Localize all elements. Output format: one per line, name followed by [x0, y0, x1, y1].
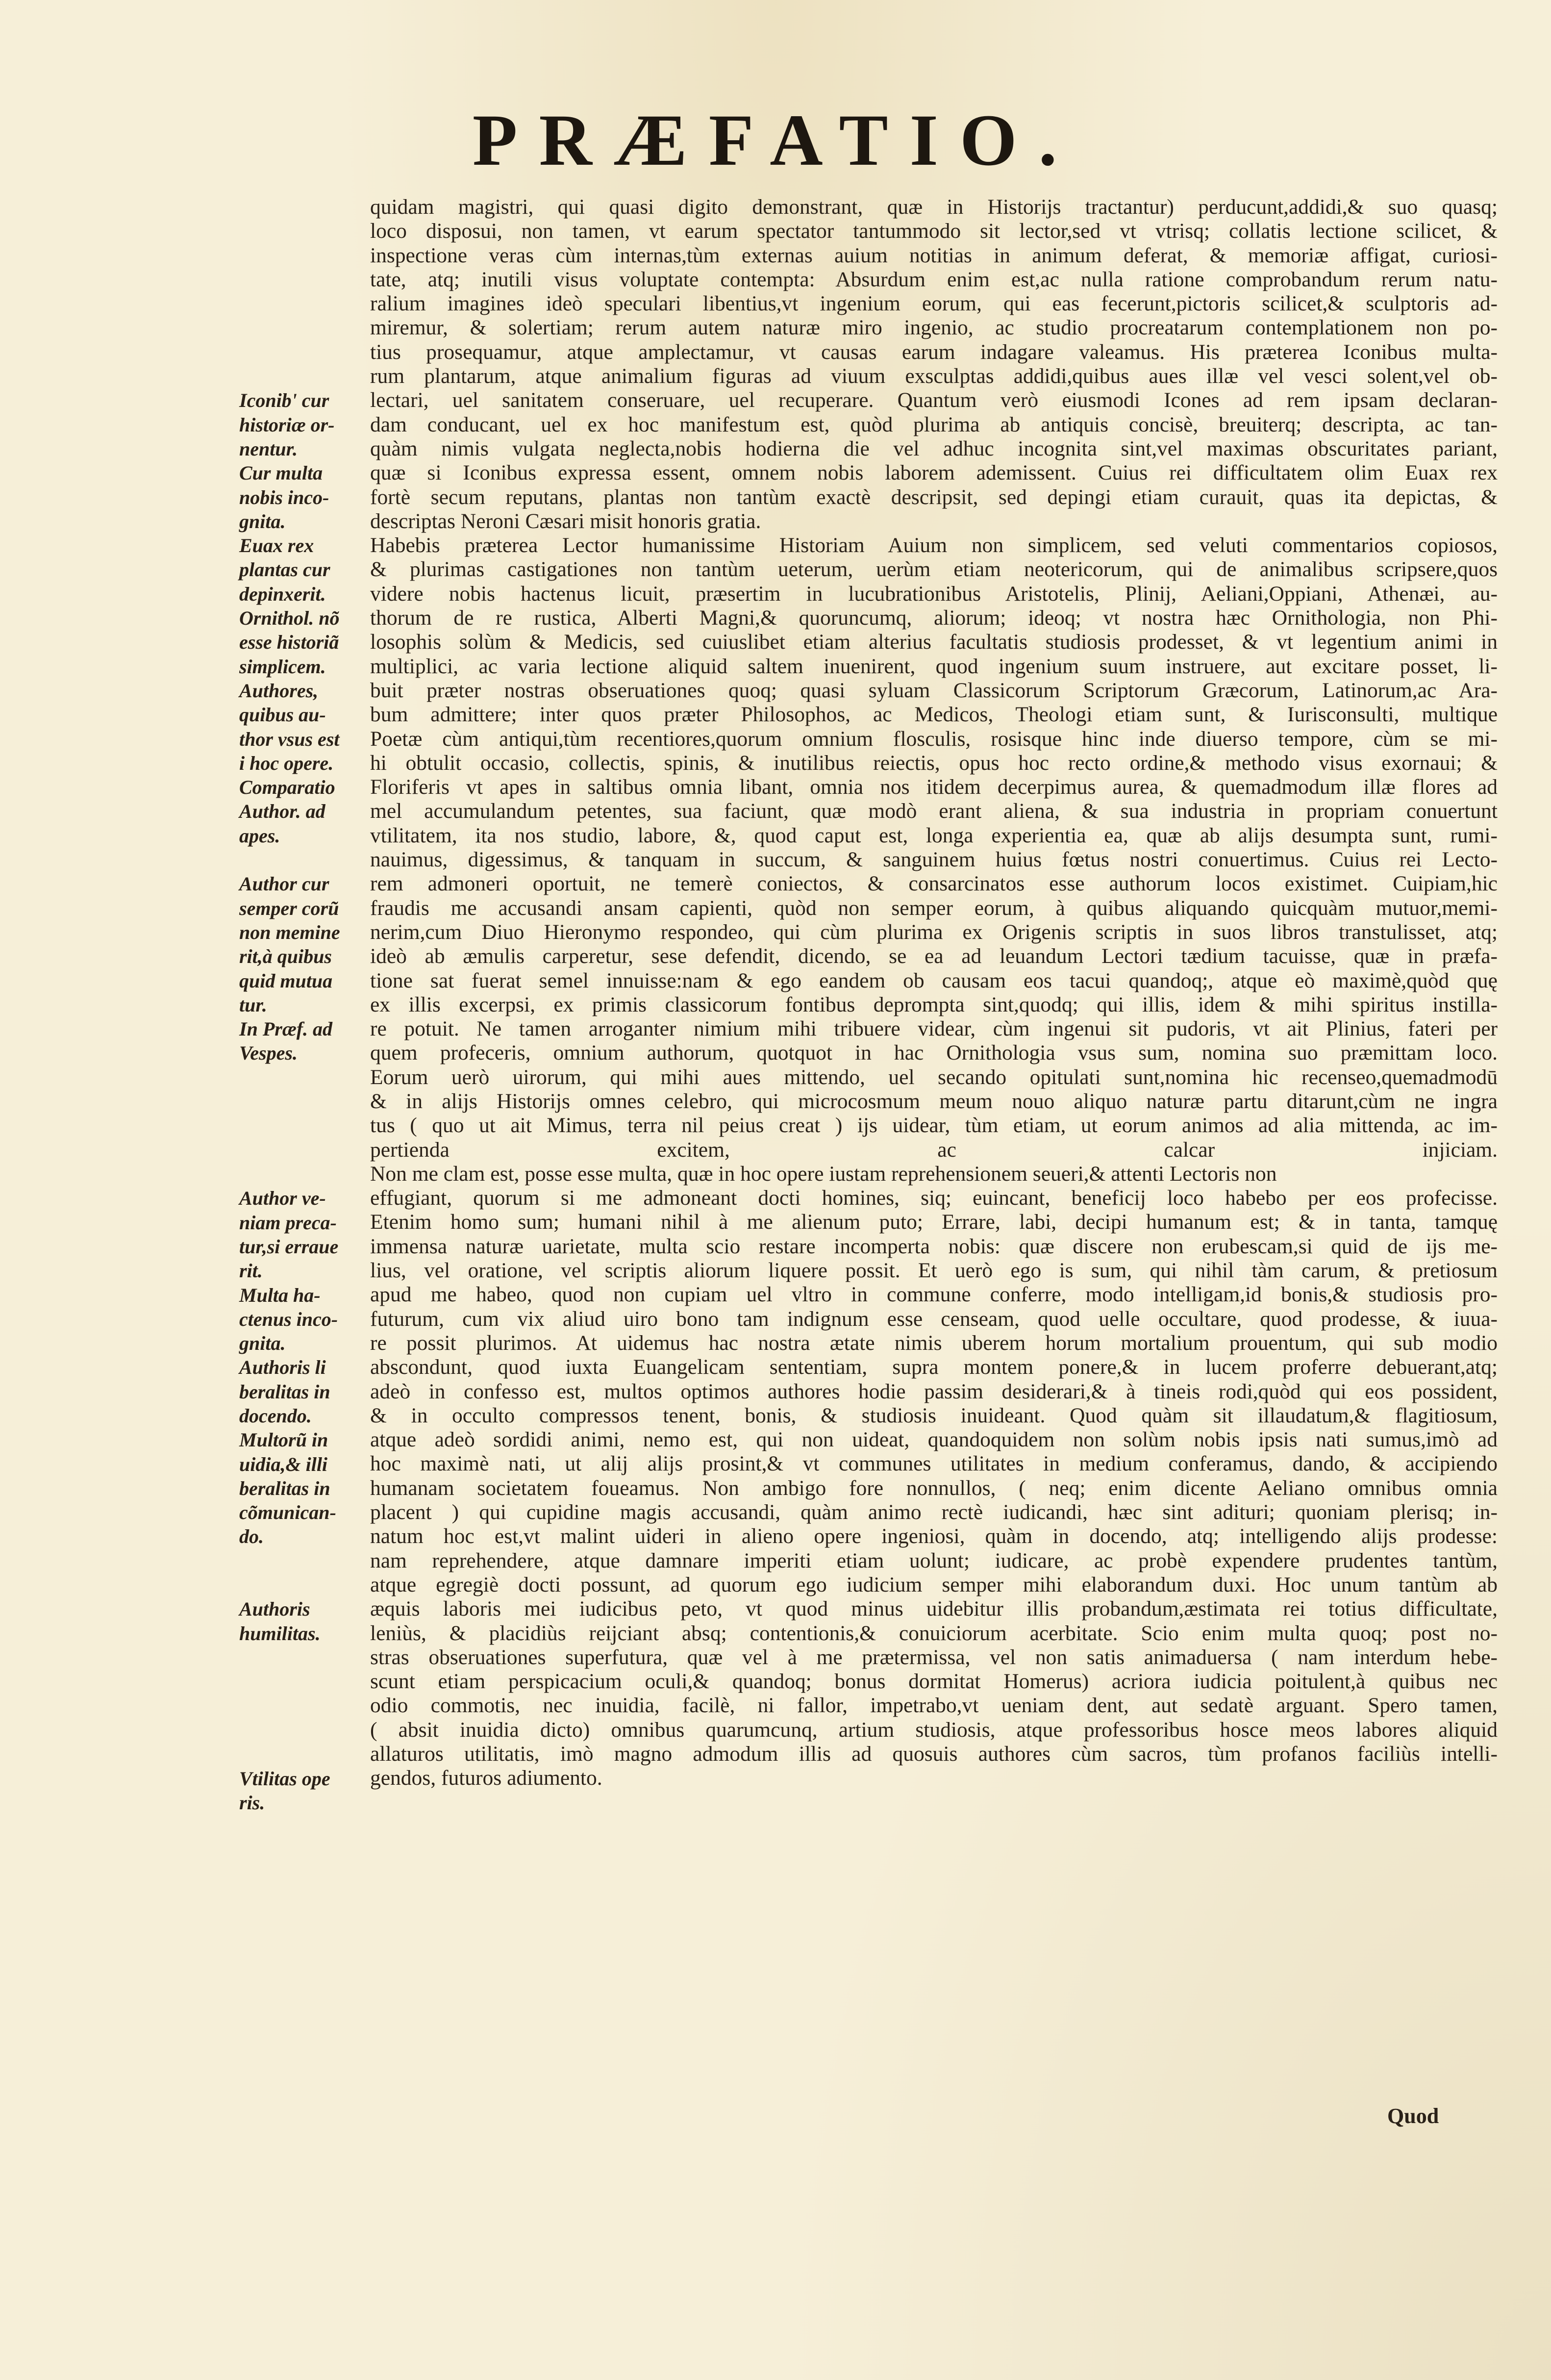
margin-note: [239, 1283, 367, 1356]
text-line: hi obtulit occasio, collectis, spinis, & inutilibus reiectis, opus hoc recto ordine,& methodo visus exornaui; &: [370, 751, 1498, 775]
margin-note-line: thor vsus est: [239, 728, 340, 750]
margin-note: [239, 1355, 367, 1428]
margin-note-line: cõmunican-: [239, 1501, 336, 1524]
text-line: buit præter nostras obseruationes quoq; quasi syluam Classicorum Scriptorum Græcorum, Latinorum,ac Ara-: [370, 678, 1498, 702]
text-line: fortè secum reputans, plantas non tantùm exactè descripsit, sed depingi etiam curauit, quas ita depictas, &: [370, 485, 1498, 509]
text-line: quæ si Iconibus expressa essent, omnem nobis laborem ademissent. Cuius rei difficultatem olim Euax rex: [370, 461, 1498, 485]
text-line: dam conducant, uel ex hoc manifestum est, quòd plurima ab antiquis concisè, breuiterq; descripta, ac tan-: [370, 412, 1498, 436]
text-line: & in alijs Historijs omnes celebro, qui microcosmum meum nouo aliquo naturæ partu ditarunt,cùm ne ingra: [370, 1089, 1498, 1113]
text-line: nam reprehendere, atque damnare imperiti etiam uolunt; iudicare, ac probè expendere prudentes tantùm,: [370, 1548, 1498, 1572]
margin-note: [239, 1428, 367, 1548]
margin-note-line: uidia,& illi: [239, 1453, 328, 1475]
margin-note-line: i hoc opere.: [239, 752, 334, 774]
text-line: atque adeò sordidi animi, nemo est, qui non uideat, quandoquidem non solùm nobis ipsis nati sumus,imò ad: [370, 1428, 1498, 1452]
margin-note-line: In Præf. ad: [239, 1018, 333, 1040]
margin-note-line: plantas cur: [239, 558, 330, 581]
text-line: videre nobis hactenus licuit, præsertim in lucubrationibus Aristotelis, Plinij, Aeliani,Oppiani, Athenæi, au-: [370, 582, 1498, 606]
text-line: lectari, uel sanitatem conseruare, uel recuperare. Quantum verò eiusmodi Icones ad rem ipsam declaran-: [370, 388, 1498, 412]
text-line: & plurimas castigationes non tantùm ueterum, uerùm etiam neotericorum, qui de animalibus scripsere,quos: [370, 557, 1498, 582]
text-line: losophis solùm & Medicis, sed cuiuslibet etiam alterius facultatis studiosis prodesset, & vt legentium animi in: [370, 630, 1498, 654]
text-line: ralium imagines ideò speculari libentius,vt ingenium eorum, qui eas fecerunt,pictoris scilicet,& sculptoris ad-: [370, 292, 1498, 316]
margin-note-line: tur,si erraue: [239, 1235, 339, 1258]
text-line: Floriferis vt apes in saltibus omnia libant, omnia nos itidem decerpimus aurea, & quemadmodum illæ flores ad: [370, 775, 1498, 799]
text-line: lius, vel oratione, vel scriptis aliorum liquere possit. Et uerò ego is sum, qui nihil tàm carum, & pretiosum: [370, 1259, 1498, 1283]
margin-note-line: Author cur: [239, 873, 329, 895]
margin-note: [239, 679, 367, 775]
margin-note-line: do.: [239, 1525, 264, 1548]
text-line: quidam magistri, qui quasi digito demonstrant, quæ in Historijs tractantur) perducunt,addidi,& suo quasq;: [370, 195, 1498, 219]
margin-note-line: beralitas in: [239, 1477, 330, 1499]
margin-note-line: non memine: [239, 921, 340, 943]
text-line: descriptas Neroni Cæsari misit honoris gratia.: [370, 509, 761, 533]
margin-note-line: nentur.: [239, 437, 298, 460]
text-line: quem profeceris, omnium authorum, quotquot in hac Ornithologia vsus sum, nomina suo præmittam loco.: [370, 1041, 1498, 1065]
margin-note-line: nobis inco-: [239, 486, 329, 508]
margin-note-line: esse historiã: [239, 631, 339, 654]
text-line: inspectione veras cùm internas,tùm externas auium notitias in animum deferat, & memoriæ affigat, curiosi-: [370, 243, 1498, 267]
margin-note-line: Author. ad: [239, 800, 325, 823]
text-line: quàm nimis vulgata neglecta,nobis hodierna die vel adhuc incognita sint,vel maximas obscuritates pariant,: [370, 436, 1498, 460]
margin-note-line: ris.: [239, 1791, 265, 1814]
text-line: ideò ab æmulis carperetur, sese defendit, dicendo, se ea ad leuandum Lectori tædium tacuisse, quæ in præfa-: [370, 944, 1498, 968]
margin-note-line: quibus au-: [239, 704, 326, 726]
margin-note: [239, 1017, 367, 1065]
margin-note-line: rit,à quibus: [239, 945, 332, 968]
text-line: mel accumulandum petentes, sua faciunt, quæ modò erant aliena, & sua industria in propriam conuertunt: [370, 799, 1498, 823]
text-line: pertienda excitem, ac calcar injiciam.: [370, 1138, 1498, 1162]
text-line: loco disposui, non tamen, vt earum spectator tantummodo sit lector,sed vt vtrisq; collatis lectione scilicet, &: [370, 219, 1498, 243]
text-line: nerim,cum Diuo Hieronymo respondeo, qui cùm plurima ex Origenis scriptis in suos libros transtulisset, atq;: [370, 920, 1498, 944]
margin-note: [239, 872, 367, 1017]
text-line: re potuit. Ne tamen arroganter nimium mihi tribuere videar, cùm ingenui sit pudoris, vt ait Plinius, fateri per: [370, 1017, 1498, 1041]
text-line: ex illis excerpsi, ex primis classicorum fontibus deprompta sint,quodq; qui illis, idem & mihi spiritus instilla-: [370, 992, 1498, 1016]
text-line: multiplici, ac varia lectione aliquid saltem inuenirent, quod ingenium suum instruere, aut excitare posset, li-: [370, 654, 1498, 678]
margin-note-line: humilitas.: [239, 1622, 321, 1645]
text-line: vtilitatem, ita nos studio, labore, &, quod caput est, longa experientia ea, quæ ab alijs desumpta sunt, rumi-: [370, 823, 1498, 847]
text-line: Poetæ cùm antiqui,tùm recentiores,quorum omnium flosculis, rosisque hinc inde diuerso tempore, cùm se mi-: [370, 727, 1498, 751]
page-title: PRÆFATIO.: [472, 100, 1079, 181]
margin-note: [239, 1767, 367, 1815]
text-line: tius prosequamur, atque amplectamur, vt causas earum indagare valeamus. His præterea Iconibus multa-: [370, 340, 1498, 364]
margin-note-line: depinxerit.: [239, 582, 326, 605]
text-line: miremur, & solertiam; rerum autem naturæ miro ingenio, ac studio procreatarum contemplationem non po-: [370, 316, 1498, 340]
margin-note-line: tur.: [239, 993, 267, 1016]
text-line: gendos, futuros adiumento.: [370, 1766, 602, 1790]
catchword: Quod: [1387, 2104, 1439, 2128]
margin-note-line: Cur multa: [239, 462, 323, 484]
text-line: re possit plurimos. At uidemus hac nostra ætate nimis uberem horum mortalium prouentum, qui sub modio: [370, 1331, 1498, 1355]
margin-note-line: semper corũ: [239, 897, 339, 919]
margin-note-line: Multa ha-: [239, 1284, 321, 1306]
text-line: fraudis me accusandi ansam capienti, quòd non semper eorum, à quibus aliquando quicquàm mutuor,memi-: [370, 896, 1498, 920]
text-line: & in occulto compressos tenent, bonis, & studiosis inuideant. Quod quàm sit illaudatum,& flagitiosum,: [370, 1403, 1498, 1427]
margin-note-line: beralitas in: [239, 1380, 330, 1403]
margin-note-line: Authoris li: [239, 1356, 326, 1379]
margin-note-line: Iconib' cur: [239, 389, 329, 412]
margin-note: [239, 461, 367, 533]
text-line: atque egregiè docti possunt, ad quorum ego iudicium semper mihi elaborandum duxi. Hoc unum tantùm ab: [370, 1572, 1498, 1596]
text-line: apud me habeo, quod non cupiam uel vltro in commune conferre, modo intelligam,id bonis,& studiosis pro-: [370, 1283, 1498, 1307]
text-line: hoc maximè nati, ut alij alijs prosint,& vt communes utilitates in medium conferamus, dando, & accipiendo: [370, 1452, 1498, 1476]
text-line: ( absit inuidia dicto) omnibus quarumcunq, artium studiosis, atque professoribus hosce meos labores aliquid: [370, 1718, 1498, 1742]
text-line: rum plantarum, atque animalium figuras ad viuum exsculptas addidi,quibus aues illæ vel vesci solent,vel ob-: [370, 364, 1498, 388]
text-line: adeò in confesso est, multos optimos authores hodie passim desiderari,& à tineis rodi,quòd qui eos possident,: [370, 1379, 1498, 1403]
text-line: abscondunt, quod iuxta Euangelicam sententiam, supra montem ponere,& in lucem proferre debuerant,atq;: [370, 1355, 1498, 1379]
text-line: Non me clam est, posse esse multa, quæ in hoc opere iustam reprehensionem seueri,& attenti Lectoris non: [370, 1162, 1277, 1186]
text-line: Etenim homo sum; humani nihil à me alienum puto; Errare, labi, decipi humanum est; & in tanta, tamquę: [370, 1210, 1498, 1234]
body-text: [370, 195, 1498, 1791]
margin-note-line: apes.: [239, 824, 280, 847]
margin-note-line: rit.: [239, 1260, 263, 1282]
margin-note-line: simplicem.: [239, 655, 326, 678]
margin-note: [239, 775, 367, 848]
text-line: stras obseruationes superfutura, quæ vel à me prætermissa, vel non satis animaduersa ( nam interdum hebe-: [370, 1645, 1498, 1669]
text-line: Habebis præterea Lector humanissime Historiam Auium non simplicem, sed veluti commentarios copiosos,: [370, 533, 1498, 557]
margin-note: [239, 533, 367, 606]
text-line: futurum, cum vix aliud uiro bono tam indignum esse censeam, quod uelle occultare, quod prodesse, & iuua-: [370, 1307, 1498, 1331]
text-line: leniùs, & placidiùs reijciant absq; contentionis,& conuiciorum acerbitate. Scio enim multa quoq; post no-: [370, 1621, 1498, 1645]
text-line: tus ( quo ut ait Mimus, terra nil peius creat ) ijs uidear, tùm etiam, ut eorum animos ad alia mittenda, ac im-: [370, 1114, 1498, 1138]
text-line: bum admittere; inter quos præter Philosophos, ac Medicos, Theologi etiam sunt, & Iurisconsulti, multique: [370, 703, 1498, 727]
margin-note-line: niam preca-: [239, 1211, 337, 1234]
text-line: immensa naturæ uarietate, multa scio restare incomperta nobis: quæ discere non erubescam,si quid de ijs me-: [370, 1234, 1498, 1258]
text-line: Eorum uerò uirorum, qui mihi aues mittendo, uel secando opitulati sunt,nomina hic recenseo,quemadmodū: [370, 1065, 1498, 1089]
text-line: tione sat fuerat semel innuisse:nam & ego eandem ob causam eos tacui quandoq;, atque eò maximè,quòd quę: [370, 968, 1498, 992]
text-line: thorum de re rustica, Alberti Magni,& quoruncumq, aliorum; ideoq; vt nostra hæc Ornithologia, non Phi-: [370, 606, 1498, 630]
text-line: allaturos utilitatis, imò magno admodum illis ad quosuis authores cùm sacros, tùm profanos faciliùs intelli-: [370, 1742, 1498, 1766]
margin-note-line: Authores,: [239, 680, 319, 702]
margin-note-line: ctenus inco-: [239, 1308, 338, 1330]
text-line: placent ) qui cupidine magis accusandi, quàm animo rectè iudicandi, hæc sint adituri; quoniam plerisq; in-: [370, 1500, 1498, 1524]
margin-note: [239, 388, 367, 461]
margin-note: [239, 1186, 367, 1283]
margin-note-line: Multorũ in: [239, 1429, 328, 1451]
text-line: æquis laboris mei iudicibus peto, vt quod minus uidebitur illis probandum,æstimata rei totius difficultate,: [370, 1597, 1498, 1621]
margin-note-line: Vespes.: [239, 1042, 298, 1064]
margin-note-line: Comparatio: [239, 776, 335, 799]
text-line: odio commotis, nec inuidia, facilè, ni fallor, impetrabo,vt ueniam dent, aut sedatè arguant. Spero tamen,: [370, 1694, 1498, 1718]
text-line: rem admoneri oportuit, ne temerè coniectos, & consarcinatos esse authorum locos existimet. Cuipiam,hic: [370, 872, 1498, 896]
margin-note-line: historiæ or-: [239, 413, 335, 436]
margin-note: [239, 1597, 367, 1646]
text-line: natum hoc est,vt malint uideri in alieno opere ingeniosi, quàm in docendo, atq; intelligendo alijs prodesse:: [370, 1524, 1498, 1548]
margin-note-line: Vtilitas ope: [239, 1767, 330, 1790]
text-line: humanam societatem foueamus. Non ambigo fore nonnullos, ( neq; enim dicente Aeliano omnibus omnia: [370, 1476, 1498, 1500]
margin-note-line: docendo.: [239, 1404, 312, 1427]
margin-note-line: gnita.: [239, 510, 286, 532]
margin-note-line: gnita.: [239, 1332, 286, 1355]
margin-note-line: Ornithol. nõ: [239, 607, 340, 630]
margin-note-line: Author ve-: [239, 1187, 326, 1210]
margin-note-line: Authoris: [239, 1598, 310, 1620]
text-line: tate, atq; inutili visus voluptate contempta: Absurdum enim est,ac nulla ratione comprobandum rerum natu-: [370, 267, 1498, 291]
margin-note-line: quid mutua: [239, 969, 333, 992]
text-line: effugiant, quorum si me admoneant docti homines, siq; euincant, beneficij loco habebo per eos profecisse.: [370, 1186, 1498, 1210]
margin-note-line: Euax rex: [239, 534, 314, 557]
text-line: nauimus, digessimus, & tanquam in succum, & sanguinem huius fœtus nostri conuertimus. Cuius rei Lecto-: [370, 848, 1498, 872]
margin-note: [239, 606, 367, 679]
text-line: scunt etiam perspicacium oculi,& quandoq; bonus dormitat Homerus) acriora iudicia poitulent,à quibus nec: [370, 1670, 1498, 1694]
